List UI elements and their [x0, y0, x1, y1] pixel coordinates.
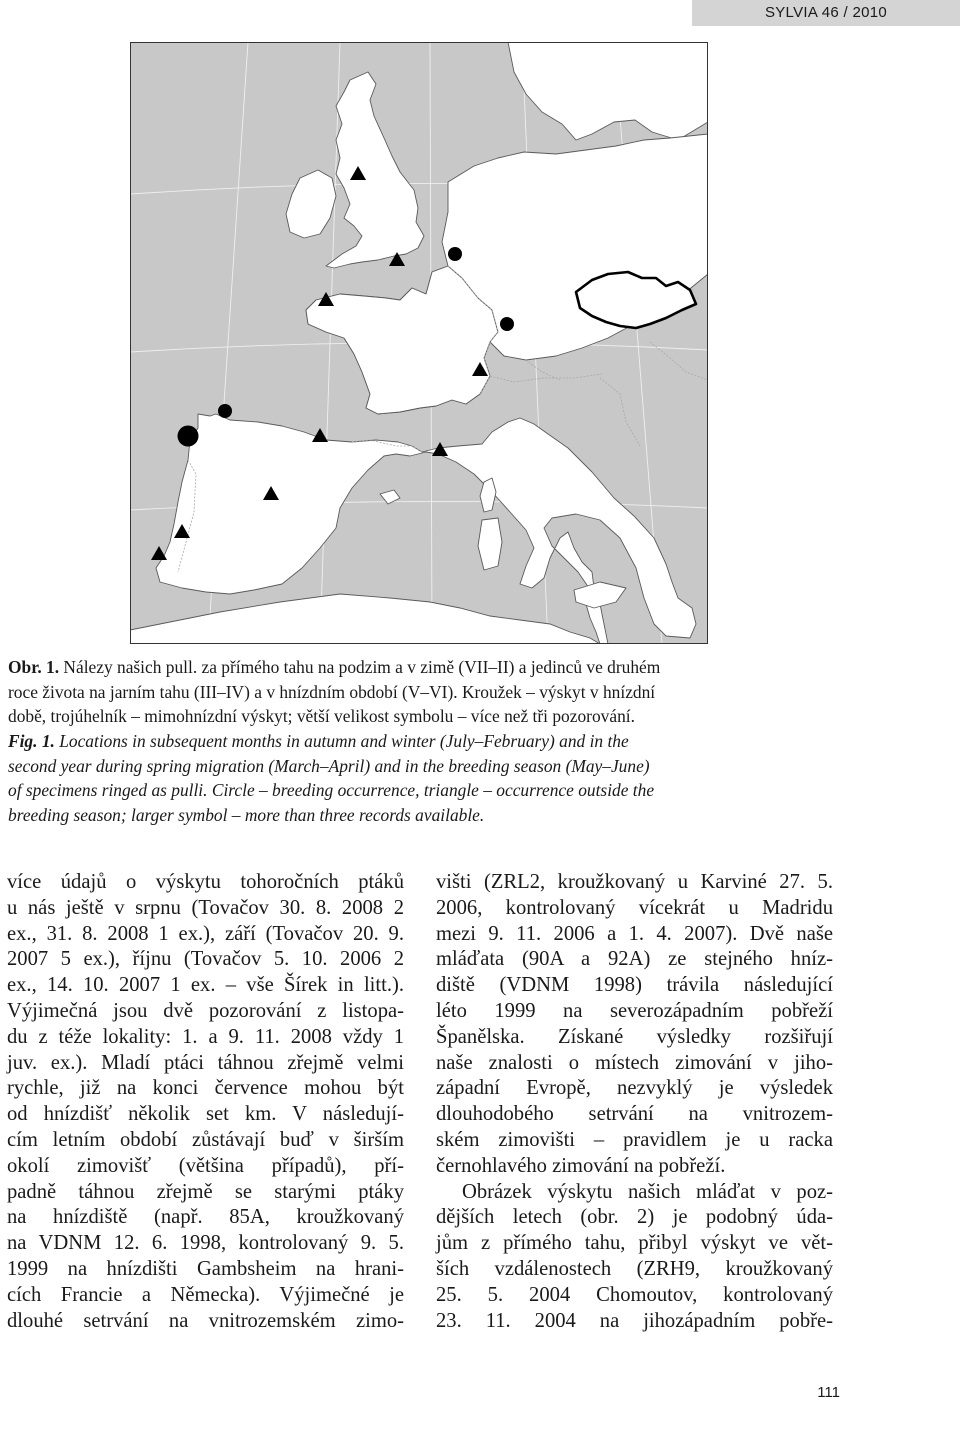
- body-text-line: ském zimovišti – pravidlem je u racka: [436, 1128, 833, 1151]
- body-text-line: juv. ex.). Mladí ptáci táhnou zřejmě velmi: [7, 1051, 404, 1074]
- body-text-line: mláďata (90A a 92A) ze stejného hníz-: [436, 948, 833, 971]
- body-text-line: Obrázek výskytu našich mláďat v poz-: [462, 1180, 833, 1203]
- body-text-line: dlouhé setrvání na vnitrozemském zimo-: [7, 1309, 404, 1332]
- body-text-line: černohlavého zimování na pobřeží.: [436, 1154, 726, 1177]
- caption-text-line: Nálezy našich pull. za přímého tahu na podzim a v zimě (VII–II) a jedinců ve druhém: [59, 657, 661, 677]
- circle-marker: [448, 247, 462, 261]
- body-text-line: padně táhnou zřejmě se starými ptáky: [7, 1180, 404, 1203]
- figure-caption-english: [8, 729, 834, 827]
- caption-text-line: době, trojúhelník – mimohnízdní výskyt; větší velikost symbolu – více než tři pozorování.: [8, 706, 635, 727]
- caption-text-line: breeding season; larger symbol – more than three records available.: [8, 804, 485, 825]
- body-text-line: okolí zimovišť (většina případů), pří-: [7, 1154, 404, 1177]
- caption-text-line: roce života na jarním tahu (III–IV) a v hnízdním období (V–VI). Kroužek – výskyt v hnízdní: [8, 681, 656, 702]
- caption-text-line: Locations in subsequent months in autumn and winter (July–February) and in the: [54, 731, 629, 751]
- body-text-line: u nás ještě v srpnu (Tovačov 30. 8. 2008 2: [7, 896, 404, 919]
- body-text-line: jům z přímého tahu, přibyl výskyt ve vět-: [436, 1232, 833, 1255]
- body-text-line: Španělska. Získané výsledky rozšiřují: [436, 1025, 833, 1048]
- body-column-left: [7, 870, 404, 1334]
- page-number: 111: [817, 1384, 840, 1401]
- body-text-line: cím letním období zůstávají buď v širším: [7, 1128, 404, 1151]
- body-text-line: západní Evropě, nezvyklý je výsledek: [436, 1077, 833, 1100]
- body-text-line: naše znalosti o místech zimování v jiho-: [436, 1051, 833, 1074]
- body-text-line: ších vzdálenostech (ZRH9, kroužkovaný: [436, 1257, 833, 1280]
- body-text-line: 1999 na hnízdišti Gambsheim na hrani-: [7, 1257, 404, 1280]
- caption-label-english: Fig. 1.: [8, 731, 55, 751]
- caption-text-line: of specimens ringed as pulli. Circle – breeding occurrence, triangle – occurrence outside the: [8, 780, 655, 801]
- body-text-line: cích Francie a Německa). Výjimečné je: [7, 1283, 404, 1306]
- sardinia: [478, 518, 502, 570]
- body-text-line: na hnízdiště (např. 85A, kroužkovaný: [7, 1206, 404, 1229]
- body-text-line: višti (ZRL2, kroužkovaný u Karviné 27. 5.: [436, 871, 833, 893]
- body-text-line: 23. 11. 2004 na jihozápadním pobře-: [436, 1309, 833, 1332]
- body-text-line: 2006, kontrolovaný vícekrát u Madridu: [436, 896, 833, 919]
- body-text-line: Výjimečná jsou dvě pozorování z listopa-: [7, 999, 404, 1022]
- circle-marker: [500, 317, 514, 331]
- circle-marker-large: [178, 426, 199, 447]
- body-text-line: léto 1999 na severozápadním pobřeží: [436, 999, 833, 1022]
- journal-header: SYLVIA 46 / 2010: [692, 0, 960, 26]
- figure-caption-czech: [8, 655, 834, 729]
- body-text-line: dějších letech (obr. 2) je podobný úda-: [436, 1206, 833, 1229]
- body-text-line: 25. 5. 2004 Chomoutov, kontrolovaný: [436, 1283, 833, 1306]
- body-text-line: od hnízdišť několik set km. V následují-: [7, 1103, 404, 1126]
- caption-text-line: second year during spring migration (March–April) and in the breeding season (May–June): [8, 755, 650, 776]
- caption-label-czech: Obr. 1.: [8, 657, 60, 677]
- body-text-line: dlouhodobého setrvání na vnitrozem-: [436, 1103, 833, 1126]
- circle-marker: [218, 404, 232, 418]
- body-text-line: du z téže lokality: 1. a 9. 11. 2008 vždy 1: [7, 1025, 404, 1048]
- body-text-line: rychle, již na konci července mohou být: [7, 1077, 404, 1100]
- body-text-line: na VDNM 12. 6. 1998, kontrolovaný 9. 5.: [7, 1232, 404, 1255]
- europe-map: [130, 42, 708, 644]
- body-column-right: [436, 870, 833, 1334]
- body-text-line: mezi 9. 11. 2006 a 1. 4. 2007). Dvě naše: [436, 922, 833, 945]
- body-text-line: více údajů o výskytu tohoročních ptáků: [7, 871, 404, 893]
- map-figure: [130, 42, 708, 644]
- body-text-line: 2007 5 ex.), říjnu (Tovačov 5. 10. 2006 2: [7, 948, 404, 971]
- body-text-line: ex., 31. 8. 2008 1 ex.), září (Tovačov 20. 9.: [7, 922, 404, 945]
- body-text-line: ex., 14. 10. 2007 1 ex. – vše Šírek in litt.).: [7, 974, 404, 997]
- body-text-line: diště (VDNM 1998) trávila následující: [436, 974, 833, 997]
